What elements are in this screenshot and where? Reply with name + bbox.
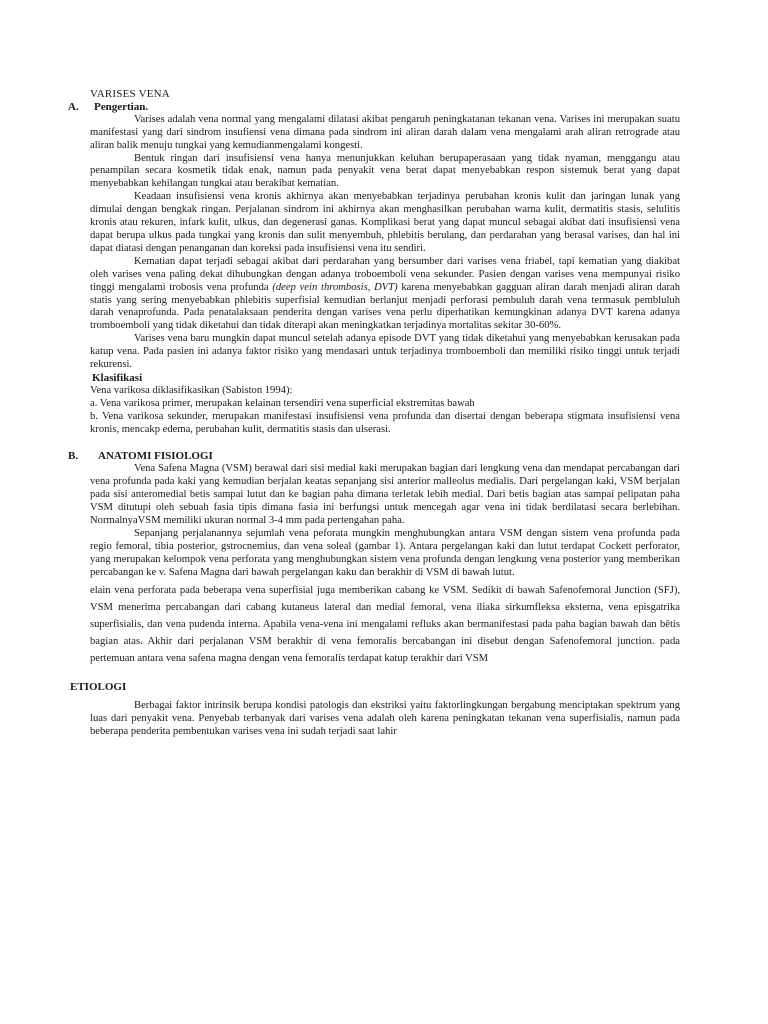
document-body	[68, 88, 680, 739]
paragraph-mortality-part2: karena menyebabkan gagguan aliran darah menjadi aliran darah statis yang sering menyebabkan phlebitis superfisial kemudian berlanjut menjadi perforasi pembuluh darah vena termasuk pembluluh darah venaprofunda. Pada penatalaksaan penderita dengan varises vena perlu diperhatikan kemungkinan adanya DVT karena adanya tromboemboli yang tidak diketahui dan tidak diterapi akan meningkatkan terjadinya mortalitas sekitar 30-60%.	[90, 281, 680, 332]
document-title: VARISES VENA	[90, 88, 170, 100]
section-b-heading	[68, 450, 658, 463]
paragraph-mild-insufficiency: Bentuk ringan dari insufisiensi vena hanya menunjukkan keluhan berupaperasaan yang tidak nyaman, menggangu atau penampilan secara kosmetik tidak enak, namun pada penyakit vena berat dapat menyebabkan respon sistemuk berat yang dapat menyebabkan kehilangan tungkai atau berakibat kematian.	[90, 152, 680, 190]
paragraph-mortality	[90, 256, 680, 333]
paragraph-vsm-anatomy: Vena Safena Magna (VSM) berawal dari sisi medial kaki merupakan bagian dari lengkung vena dan mendapat percabangan dari vena profunda pada kaki yang kemudian berjalan keatas sepanjang sisi anterior malleolus medialis. Dari pergelangan kaki, VSM berjalan pada sisi anteromedial betis sampai lutut dan ke bagian paha dimana terletak lebih medial. Dari betis bagian atas sampai pelipatan paha VSM ditutupi oleh sebuah fasia tipis dimana fasia ini berfungsi untuk mencegah agar vena ini tidak berdilatasi secara berlebihan. NormalnyaVSM memiliki ukuran normal 3-4 mm pada pertengahan paha.	[90, 463, 680, 526]
section-b-marker: B.	[68, 450, 79, 463]
paragraph-definition: Varises adalah vena normal yang mengalami dilatasi akibat pengaruh peningkatanan tekanan vena. Varises ini merupakan suatu manifestasi yang dari sindrom insufiensi vena dimana pada sindrom ini aliran darah dalam vena mengalami arah aliran retrograde atau aliran balik menuju tungkai yang kemudianmengalami kongesti.	[90, 113, 680, 151]
klasifikasi-intro: Vena varikosa diklasifikasikan (Sabiston 1994):	[90, 384, 293, 396]
section-a-title: Pengertian.	[94, 100, 149, 113]
klasifikasi-item-a: a. Vena varikosa primer, merupakan kelainan tersendiri vena superficial ekstremitas bawah	[90, 397, 475, 409]
klasifikasi-heading: Klasifikasi	[92, 371, 143, 384]
section-b-title: ANATOMI FISIOLOGI	[98, 450, 213, 463]
paragraph-mortality-part1: Kematian dapat terjadi sebagai akibat dari perdarahan yang bersumber dari varises vena friabel, tapi kematian yang diakibat oleh varises vena paling dekat dihubungkan dengan adanya troboemboli vena sekunder. Pasien dengan varises vena mempunyai risiko tinggi mengalami trobosis vena profunda	[90, 255, 680, 293]
paragraph-recurrence: Varises vena baru mungkin dapat muncul setelah adanya episode DVT yang tidak diketahui yang menyebabkan kerusakan pada katup vena. Pada pasien ini adanya faktor risiko yang mendasari untuk terjadinya tromboemboli dan memiliki risiko tinggi untuk terjadi rekurensi.	[90, 333, 680, 371]
section-a-heading	[68, 101, 658, 114]
paragraph-mortality-italic: (deep vein thrombosis, DVT)	[272, 281, 398, 293]
paragraph-chronic-insufficiency: Keadaan insufisiensi vena kronis akhirnya akan menyebabkan terjadinya perubahan kronis kulit dan jaringan lunak yang dimulai dengan bengkak ringan. Perjalanan sindrom ini akhirnya akan menghasilkan perubahan warna kulit, dermatitis stasis, selulitis kronis atau rekuren, infark kulit, ulkus, dan degenerasi ganas. Komplikasi berat yang dapat muncul sebagai akibat dati insufisiensi vena dapat berupa ulkus pada tungkai yang kronis dan sulit menyembuh, phlebitis berulang, dan perdarahan yang berasal varises, dan hal ini dapat diatasi dengan penanganan dan koreksi pada insufisiensi vena itu sendiri.	[90, 191, 680, 254]
klasifikasi-item-b: b. Vena varikosa sekunder, merupakan manifestasi insufisiensi vena profunda dan disertai dengan beberapa stigmata insufisiensi vena kronis, mencakp edema, perubahan kulit, dermatitis stasis dan ulserasi.	[90, 410, 680, 435]
paragraph-perforator: Sepanjang perjalanannya sejumlah vena peforata mungkin menghubungkan antara VSM dengan sistem vena profunda pada regio femoral, tibia posterior, gstrocnemius, dan vena soleal (gambar 1). Antara pergelangan kaki dan lutut terdapat Cockett perforator, yang merupakan kelompok vena perforata yang menghubungkan sistem vena profunda dengan lengkung vena posterior yang memberikan percabangan ke v. Safena Magna dari bawah pergelangan kaku dan berakhir di VSM di bawah lutut.	[90, 527, 680, 578]
paragraph-superficial-branches: elain vena perforata pada beberapa vena superfisial juga memberikan cabang ke VSM. Sedikit di bawah Safenofemoral Junction (SFJ), VSM menerima percabangan dari cabang kutaneus lateral dan medial femoral, vena iliaka sirkumfleksa eksterna, vena episgatrika superfisialis, dan vena pudenda interna. Apabila vena-vena ini mengalami refluks akan bermanifestasi pada paha bagian bawah dan bêtis bagian atas. Akhir dari perjalanan VSM berakhir di vena femoralis bercabangan ini disebut dengan Safenofemoral junction. pada pertemuan antara vena safena magna dengan vena femoralis terdapat katup terakhir dari VSM	[90, 584, 680, 664]
paragraph-etiologi: Berbagai faktor intrinsik berupa kondisi patologis dan ekstriksi yaitu faktorlingkungan bergabung menciptakan spektrum yang luas dari penyakit vena. Penyebab terbanyak dari varises vena adalah oleh karena peningkatan tekanan vena superfisialis, namun pada beberapa penderita pembentukan varises vena ini sudah terjadi saat lahir	[90, 700, 680, 738]
etiologi-heading: ETIOLOGI	[70, 680, 127, 693]
paragraph-superficial-block	[90, 582, 680, 667]
spacer	[90, 693, 680, 700]
section-a-marker: A.	[68, 100, 79, 113]
